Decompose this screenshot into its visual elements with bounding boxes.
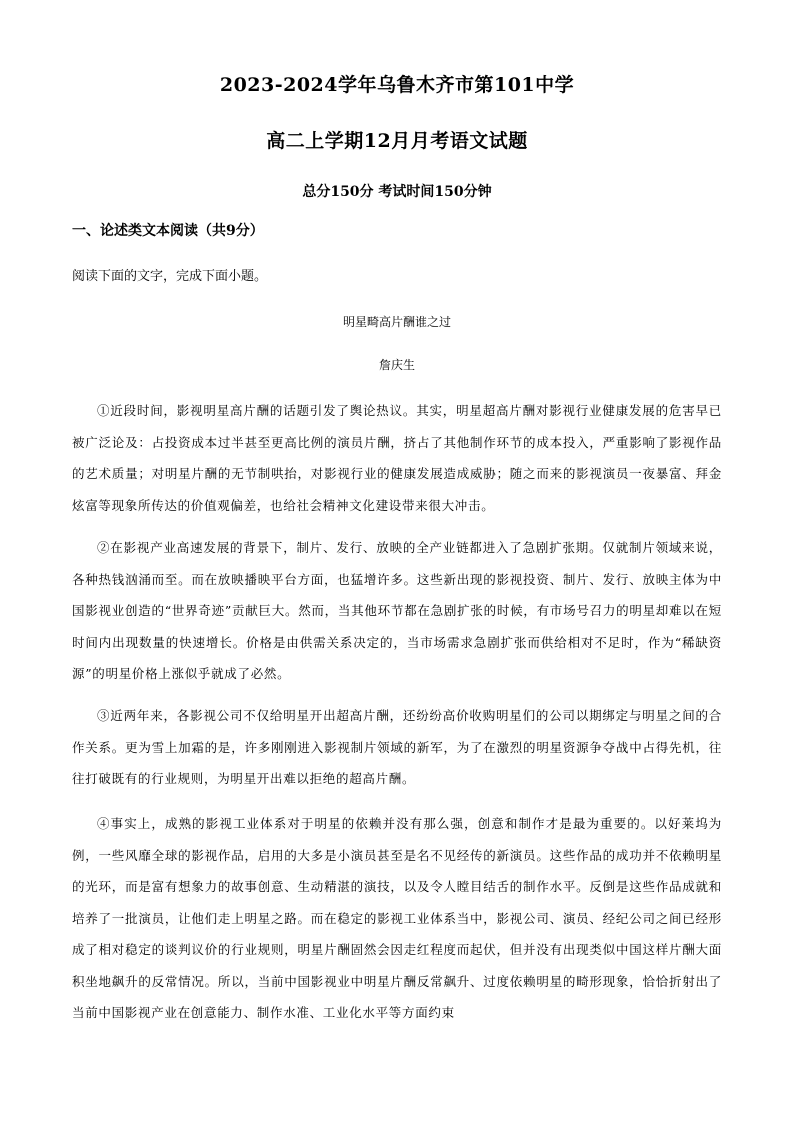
- article-paragraph-2: ②在影视产业高速发展的背景下，制片、发行、放映的全产业链都进入了急剧扩张期。仅就制片领域来说，各种热钱汹涌而至。而在放映播映平台方面，也猛增许多。这些新出现的影视投资、制片、发行、放映主体为中国影视业创造的“世界奇迹”贡献巨大。然而，当其他环节都在急剧扩张的时候，有市场号召力的明星却难以在短时间内出现数量的快速增长。价格是由供需关系决定的，当市场需求急剧扩张而供给相对不足时，作为“稀缺资源”的明星价格上涨似乎就成了必然。: [72, 540, 722, 681]
- article-paragraph-3: ③近两年来，各影视公司不仅给明星开出超高片酬，还纷纷高价收购明星们的公司以期绑定与明星之间的合作关系。更为雪上加霜的是，许多刚刚进入影视制片领域的新军，为了在激烈的明星资源争夺战中占得先机，往往打破既有的行业规则，为明星开出难以拒绝的超高片酬。: [72, 708, 722, 786]
- exam-title-line1: 2023-2024学年乌鲁木齐市第101中学: [219, 74, 575, 96]
- article-paragraph-4: ④事实上，成熟的影视工业体系对于明星的依赖并没有那么强，创意和制作才是最为重要的。以好莱坞为例，一些风靡全球的影视作品，启用的大多是小演员甚至是名不见经传的新演员。这些作品的成功并不依赖明星的光环，而是富有想象力的故事创意、生动精湛的演技，以及令人瞠目结舌的制作水平。反倒是这些作品成就和培养了一批演员，让他们走上明星之路。而在稳定的影视工业体系当中，影视公司、演员、经纪公司之间已经形成了相对稳定的谈判议价的行业规则，明星片酬固然会因走红程度而起伏，但并没有出现类似中国这样片酬大面积坐地飙升的反常情况。所以，当前中国影视业中明星片酬反常飙升、过度依赖明星的畸形现象，恰恰折射出了当前中国影视产业在创意能力、制作水准、工业化水平等方面约束: [72, 816, 722, 1020]
- article-paragraph-1: ①近段时间，影视明星高片酬的话题引发了舆论热议。其实，明星超高片酬对影视行业健康发展的危害早已被广泛论及：占投资成本过半甚至更高比例的演员片酬，挤占了其他制作环节的成本投入，严重影响了影视作品的艺术质量；对明星片酬的无节制哄抬，对影视行业的健康发展造成威胁；随之而来的影视演员一夜暴富、拜金炫富等现象所传达的价值观偏差，也给社会精神文化建设带来很大冲击。: [72, 403, 722, 513]
- article-title: 明星畸高片酬谁之过: [342, 315, 451, 329]
- exam-title-line2: 高二上学期12月月考语文试题: [266, 130, 528, 152]
- article-author: 詹庆生: [378, 358, 415, 372]
- section-heading: 一、论述类文本阅读（共9分）: [72, 223, 264, 239]
- section-instruction: 阅读下面的文字，完成下面小题。: [72, 269, 268, 284]
- exam-subtitle: 总分150分 考试时间150分钟: [302, 184, 492, 200]
